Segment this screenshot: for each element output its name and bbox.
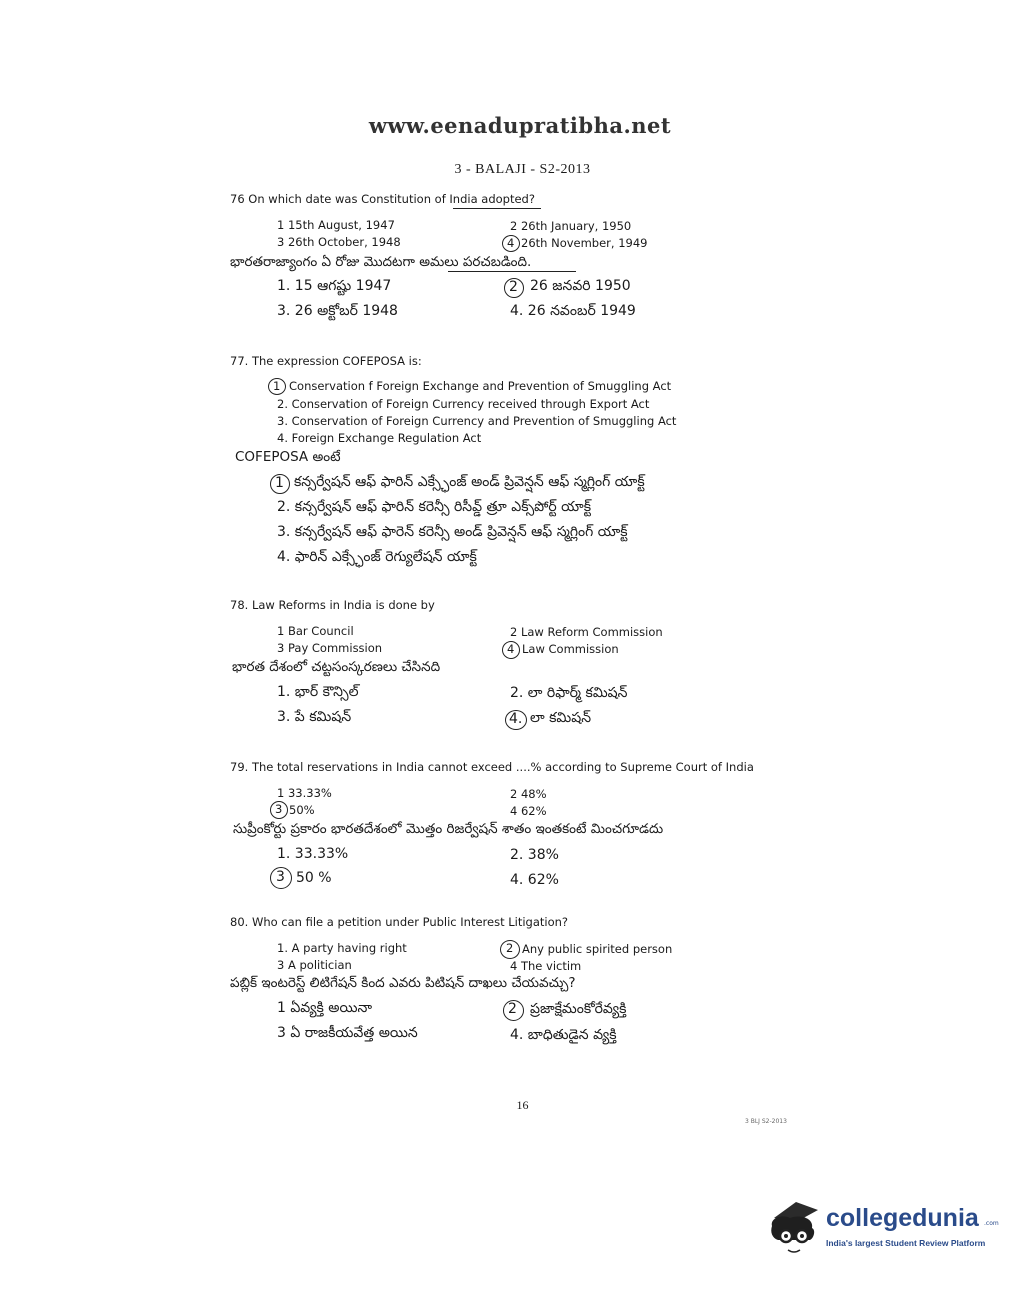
option-te-4: 4. 26 నవంబర్ 1949 (510, 303, 636, 319)
option-1: 1 Bar Council (277, 624, 354, 638)
option-te-2: ప్రజాక్షేమంకోరేవ్యక్తి (530, 1001, 627, 1017)
option-te-1: 1 ఏవ్యక్తి అయినా (277, 1000, 373, 1016)
answer-mark: 4. (509, 711, 523, 727)
option-te-4: 4. ఫారిన్ ఎక్స్ఛేంజ్ రెగ్యులేషన్ యాక్ట్ (277, 549, 477, 565)
option-te-2: 2. లా రిఫార్మ్ కమిషన్ (510, 685, 628, 701)
option-te-3: 3. పే కమిషన్ (277, 709, 352, 725)
question-text-telugu: భారత దేశంలో చట్టసంస్కరణలు చేసినది (232, 659, 441, 675)
option-1: Conservation f Foreign Exchange and Prevention of Smuggling Act (289, 379, 672, 393)
option-te-2: 2. కన్సర్వేషన్ ఆఫ్ ఫారిన్ కరెన్సీ రిసీవ్డ్ త్రూ ఎక్స్‌పోర్ట్ యాక్ట్ (277, 499, 592, 515)
option-te-3: 50 % (296, 870, 332, 886)
answer-mark: 1 (275, 475, 284, 491)
answer-mark: 3 (276, 869, 285, 885)
question-text: 80. Who can file a petition under Public Interest Litigation? (230, 915, 569, 929)
answer-mark: 3 (275, 802, 283, 816)
option-te-4: లా కమిషన్ (530, 710, 592, 726)
question-text-telugu: పబ్లిక్ ఇంటరెస్ట్ లిటిగేషన్ కింద ఎవరు పిటిషన్ దాఖలు చేయవచ్చు? (230, 975, 576, 991)
option-te-3: 3 ఏ రాజకీయవేత్త అయిన (277, 1025, 418, 1041)
option-4: 26th November, 1949 (521, 236, 648, 250)
question-text: 79. The total reservations in India cannot exceed ....% according to Supreme Court of India (230, 760, 754, 774)
question-text: 78. Law Reforms in India is done by (230, 598, 435, 612)
option-te-1: 1. 15 ఆగష్టు 1947 (277, 278, 392, 294)
question-text: 77. The expression COFEPOSA is: (230, 354, 422, 368)
brand-tagline: India's largest Student Review Platform (826, 1238, 986, 1248)
collegedunia-logo (770, 1196, 1000, 1266)
option-3: 3 26th October, 1948 (277, 235, 401, 249)
option-3: 3 A politician (277, 958, 352, 972)
answer-mark: 4 (507, 236, 515, 250)
brand-suffix: .com (984, 1220, 999, 1227)
option-1: 1 33.33% (277, 786, 332, 800)
question-text: 76 On which date was Constitution of India adopted? (230, 192, 535, 206)
page-number: 16 (516, 1098, 529, 1112)
option-1: 1. A party having right (277, 941, 407, 955)
option-2: Any public spirited person (522, 942, 673, 956)
option-1: 1 15th August, 1947 (277, 218, 395, 232)
question-text-telugu: COFEPOSA అంటే (235, 449, 341, 465)
paper-code: 3 - BALAJI - S2-2013 (454, 162, 591, 177)
option-3: 3. Conservation of Foreign Currency and Prevention of Smuggling Act (277, 414, 677, 428)
answer-mark: 2 (506, 941, 514, 955)
answer-mark: 4 (507, 642, 515, 656)
option-4: 4 62% (510, 804, 547, 818)
option-te-4: 4. బాధితుడైన వ్యక్తి (510, 1027, 617, 1043)
option-2: 2 26th January, 1950 (510, 219, 632, 233)
option-te-2: 2. 38% (510, 847, 559, 863)
footer-code: 3 BLJ S2-2013 (745, 1118, 787, 1125)
mascot-icon (770, 1196, 826, 1258)
option-4: Law Commission (522, 642, 619, 656)
option-te-3: 3. 26 అక్టోబర్ 1948 (277, 303, 398, 319)
option-te-3: 3. కన్సర్వేషన్ ఆఫ్ ఫారెన్ కరెన్సీ అండ్ ప్రివెన్షన్ ఆఫ్ స్మగ్లింగ్ యాక్ట్ (277, 524, 628, 540)
brand-name: collegedunia (826, 1204, 979, 1232)
option-te-2: 26 జనవరి 1950 (530, 278, 631, 294)
answer-mark: 2 (508, 1001, 517, 1017)
option-4: 4 The victim (510, 959, 582, 973)
option-te-1: 1. 33.33% (277, 846, 349, 862)
question-text-telugu: భారతరాజ్యాంగం ఏ రోజు మొదటగా అమలు పరచబడింది. (230, 254, 532, 270)
option-2: 2 Law Reform Commission (510, 625, 663, 639)
option-3: 50% (289, 803, 315, 817)
answer-mark: 1 (273, 379, 281, 393)
question-text-telugu: సుప్రీంకోర్టు ప్రకారం భారతదేశంలో మొత్తం రిజర్వేషన్ శాతం ఇంతకంటే మించగూడదు (233, 821, 664, 837)
option-4: 4. Foreign Exchange Regulation Act (277, 431, 482, 445)
option-3: 3 Pay Commission (277, 641, 383, 655)
option-te-1: కన్సర్వేషన్ ఆఫ్ ఫారిన్ ఎక్స్ఛేంజ్ అండ్ ప్రివెన్షన్ ఆఫ్ స్మగ్లింగ్ యాక్ట్ (294, 474, 645, 490)
option-te-1: 1. భార్ కౌన్సిల్ (277, 684, 359, 700)
option-2: 2 48% (510, 787, 547, 801)
answer-mark: 2 (509, 279, 518, 295)
site-url: www.eenadupratibha.net (368, 113, 672, 138)
option-te-4: 4. 62% (510, 872, 559, 888)
option-2: 2. Conservation of Foreign Currency received through Export Act (277, 397, 650, 411)
